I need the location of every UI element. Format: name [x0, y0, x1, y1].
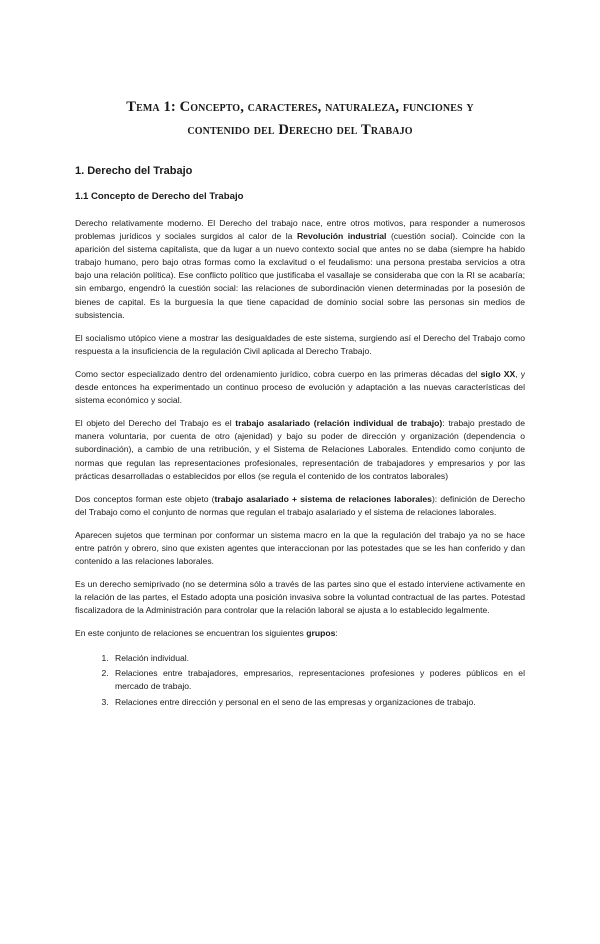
p8-bold: grupos [306, 628, 336, 639]
paragraph-2: El socialismo utópico viene a mostrar las desigualdades de este sistema, surgiendo así el Derecho del Trabajo como respuesta a la insuficiencia de la regulación Civil aplicada al Derecho Trabajo. [75, 332, 525, 356]
p1-bold: Revolución industrial [296, 231, 387, 242]
paragraph-1 [75, 217, 525, 322]
paragraph-4 [75, 417, 525, 482]
p5-text-a: Dos conceptos forman este objeto ( [75, 493, 215, 504]
paragraph-8 [75, 627, 525, 640]
paragraph-3 [75, 368, 525, 407]
p3-text-a: Como sector especializado dentro del ordenamiento jurídico, cobra cuerpo en las primeras décadas del [75, 368, 481, 379]
subsection-heading: 1.1 Concepto de Derecho del Trabajo [75, 191, 244, 202]
p5-bold: trabajo asalariado + sistema de relaciones laborales [214, 493, 432, 504]
p3-text-c: , y desde entonces ha experimentado un continuo proceso de evolución y adaptación a las nuevas características del sistema económico y social. [75, 368, 525, 406]
p8-text-a: En este conjunto de relaciones se encuentran los siguientes [75, 628, 307, 639]
groups-list [75, 652, 525, 709]
section-heading: 1. Derecho del Trabajo [75, 165, 193, 177]
title-line-1: Tema 1: Concepto, caracteres, naturaleza, funciones y [126, 99, 474, 115]
p5-text-c: ): definición de Derecho del Trabajo como el conjunto de normas que regulan el trabajo asalariado y el sistema de relaciones laborales. [75, 493, 526, 517]
p4-text-a: El objeto del Derecho del Trabajo es el [75, 418, 236, 429]
list-item: 2. Relaciones entre trabajadores, empresarios, representaciones profesiones y poderes públicos en el mercado de trabajo. [111, 667, 525, 693]
title-line-2: contenido del Derecho del Trabajo [187, 122, 413, 138]
p4-bold: trabajo asalariado (relación individual de trabajo) [235, 418, 443, 429]
p3-bold: siglo XX [480, 368, 516, 379]
paragraph-7: Es un derecho semiprivado (no se determina sólo a través de las partes sino que el estado interviene activamente en la relación de las partes, el Estado adopta una posición invasiva sobre la voluntad contractual de las partes. Potestad fiscalizadora de la Administración para controlar que la relación laboral se ajusta a lo establecido legalmente. [75, 579, 525, 616]
p1-text-a: Derecho relativamente moderno. El Derecho del trabajo nace, entre otros motivos, para responder a numerosos problemas jurídicos y sociales surgidos al calor de la [75, 218, 525, 242]
list-item: 1. Relación individual. [111, 652, 525, 665]
paragraph-6: Aparecen sujetos que terminan por conformar un sistema macro en la que la regulación del trabajo ya no se hace entre patrón y obrero, sino que existen agentes que interaccionan por las potestades que se les han conferido y dan contenido a las relaciones laborales. [75, 529, 525, 567]
p1-text-c: (cuestión social). Coincide con la aparición del sistema capitalista, que da lugar a un nuevo contexto social que antes no se daba (siempre ha habido trabajo humano, pero bajo otras formas como la exclavitud o el feudalismo: una persona prestaba servicios a otra bajo una relación política). Ese conflicto político que justificaba el vasallaje se consideraba que con la RI se acabaría; sin embargo, engendró la cuestión social: las relaciones de subordinación vienen determinadas por la posesión de bienes de capital. Es la burguesía la que tiene capacidad de dominio social sobre las personas sin medios de subsistencia. [75, 231, 525, 320]
list-item: 3. Relaciones entre dirección y personal en el seno de las empresas y organizaciones de trabajo. [111, 696, 525, 709]
p8-text-c: : [335, 628, 338, 639]
document-title [75, 96, 525, 142]
p4-text-c: : trabajo prestado de manera voluntaria, por cuenta de otro (ajenidad) y bajo su poder de dirección y organización (dependencia o subordinación), a cambio de una retribución, y el Sistema de Relaciones Laborales. Entendido como conjunto de normas que regulan las representaciones profesionales, representación de trabajadores y empresarios y por las prácticas desarrolladas o establecidos por ellos (se regula el contenido de los contratos laborales) [75, 418, 525, 481]
paragraph-5 [75, 493, 525, 519]
document-page [0, 96, 600, 944]
